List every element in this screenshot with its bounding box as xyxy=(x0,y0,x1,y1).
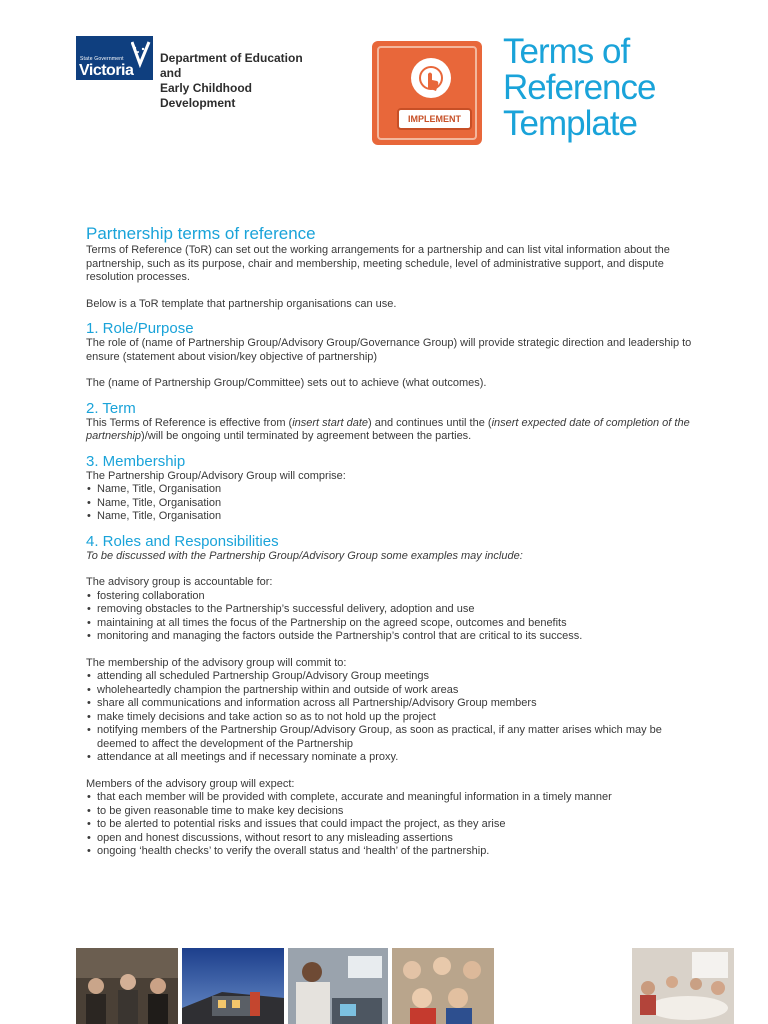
logo-name: Victoria xyxy=(79,62,134,79)
membership-list xyxy=(86,483,736,524)
expect-intro: Members of the advisory group will expect: xyxy=(86,777,295,790)
hand-touch-icon xyxy=(411,58,451,98)
list-item: • open and honest discussions, without resort to any misleading assertions xyxy=(86,832,736,846)
photo-children xyxy=(392,948,494,1024)
intro-line: Terms of Reference (ToR) can set out the working arrangements for a partnership and can list vital information about the xyxy=(86,244,670,256)
role-line: The role of (name of Partnership Group/Advisory Group/Governance Group) will provide strategic direction and leadership to xyxy=(86,337,692,349)
commit-list xyxy=(86,670,736,765)
role-line: ensure (statement about vision/key objective of partnership) xyxy=(86,350,378,363)
expect-list xyxy=(86,791,736,859)
photo-staff-group xyxy=(76,948,178,1024)
list-item: • monitoring and managing the factors outside the Partnership’s control that are critical to its success. xyxy=(86,630,736,644)
badge-label: IMPLEMENT xyxy=(397,108,472,130)
role-heading: 1. Role/Purpose xyxy=(86,320,194,337)
victoria-check-icon xyxy=(131,40,151,68)
logo-small-text: State Government xyxy=(80,56,124,62)
list-item: • that each member will be provided with complete, accurate and meaningful information in a timely manner xyxy=(86,791,736,805)
list-item: • share all communications and information across all Partnership/Advisory Group members xyxy=(86,697,736,711)
term-line: partnership)/will be ongoing until terminated by agreement between the parties. xyxy=(86,430,472,442)
roles-heading: 4. Roles and Responsibilities xyxy=(86,532,279,550)
membership-heading: 3. Membership xyxy=(86,452,186,470)
victoria-logo xyxy=(76,36,153,80)
list-item: • attendance at all meetings and if necessary nominate a proxy. xyxy=(86,751,736,765)
intro-line: resolution processes. xyxy=(86,271,190,283)
list-item: • maintaining at all times the focus of the Partnership on the agreed scope, outcomes and benefits xyxy=(86,617,736,631)
role-outcome: The (name of Partnership Group/Committee) sets out to achieve (what outcomes). xyxy=(86,377,487,389)
list-item: • fostering collaboration xyxy=(86,590,736,604)
list-item: • to be alerted to potential risks and issues that could impact the project, as they arise xyxy=(86,818,736,832)
list-item: • to be given reasonable time to make key decisions xyxy=(86,805,736,819)
document-body xyxy=(86,224,736,859)
term-line: This Terms of Reference is effective from (insert start date) and continues until the (insert expected date of completion of the xyxy=(86,416,690,429)
victoria-logo-block xyxy=(76,36,326,110)
list-item: • Name, Title, Organisation xyxy=(86,497,736,511)
list-item: • attending all scheduled Partnership Group/Advisory Group meetings xyxy=(86,670,736,684)
list-item: • removing obstacles to the Partnership’s successful delivery, adoption and use xyxy=(86,603,736,617)
list-item: • Name, Title, Organisation xyxy=(86,483,736,497)
term-heading: 2. Term xyxy=(86,399,136,417)
intro-line: partnership, such as its purpose, chair and membership, meeting schedule, level of administrative support, and dispute xyxy=(86,257,664,270)
main-heading: Partnership terms of reference xyxy=(86,224,316,243)
list-item: • Name, Title, Organisation xyxy=(86,510,736,524)
accountable-list xyxy=(86,590,736,644)
list-item: • notifying members of the Partnership Group/Advisory Group, as soon as practical, if any matter arises which may be deemed to affect the development of the Partnership xyxy=(86,724,736,751)
implement-badge xyxy=(372,41,482,145)
roles-note: To be discussed with the Partnership Group/Advisory Group some examples may include: xyxy=(86,549,523,562)
photo-meeting xyxy=(632,948,734,1024)
photo-building xyxy=(182,948,284,1024)
department-name: Department of Education and Early Childhood Development xyxy=(160,51,303,110)
photo-classroom xyxy=(288,948,388,1024)
list-item: • wholeheartedly champion the partnership within and outside of work areas xyxy=(86,684,736,698)
list-item: • ongoing ‘health checks’ to verify the overall status and ‘health’ of the partnership. xyxy=(86,845,736,859)
list-item: • make timely decisions and take action so as to not hold up the project xyxy=(86,711,736,725)
commit-intro: The membership of the advisory group will commit to: xyxy=(86,656,347,669)
accountable-intro: The advisory group is accountable for: xyxy=(86,576,273,588)
photo-strip xyxy=(0,948,768,1024)
document-title: Terms of Reference Template xyxy=(503,32,656,143)
membership-intro: The Partnership Group/Advisory Group will comprise: xyxy=(86,469,346,482)
intro-template-note: Below is a ToR template that partnership organisations can use. xyxy=(86,297,397,310)
